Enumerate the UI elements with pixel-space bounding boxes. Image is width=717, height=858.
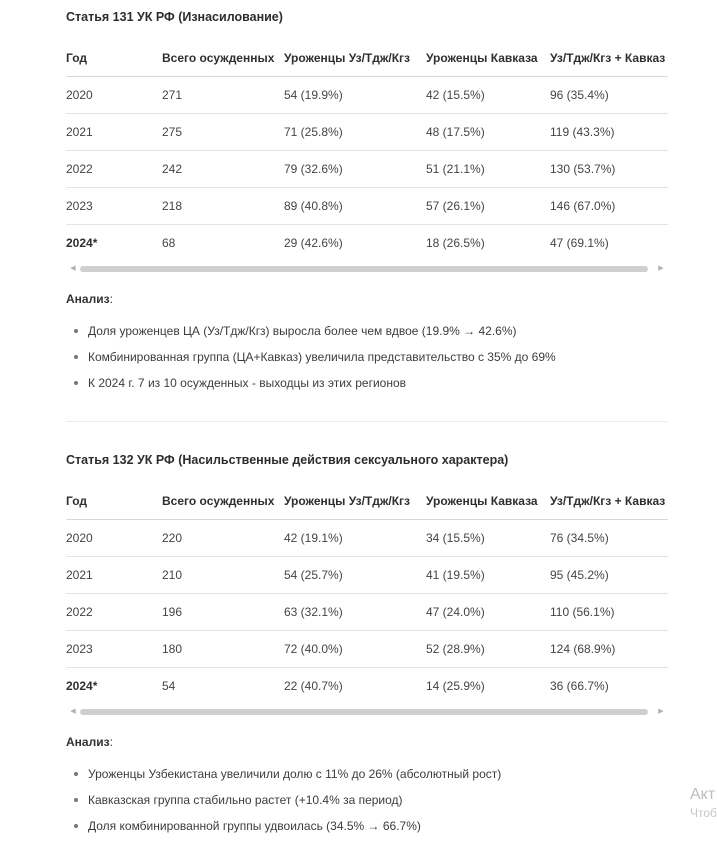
watermark-line-2: Чтоб xyxy=(690,806,717,820)
analysis-list xyxy=(66,318,556,396)
header-year: Год xyxy=(66,483,162,520)
list-item: Уроженцы Узбекистана увеличили долю с 11% до 26% (абсолютный рост) xyxy=(66,761,501,787)
cell-caucasus: 41 (19.5%) xyxy=(426,557,550,594)
cell-caucasus: 14 (25.9%) xyxy=(426,679,485,693)
cell-year: 2020 xyxy=(66,520,162,557)
cell-central-asia: 72 (40.0%) xyxy=(284,631,426,668)
cell-total: 271 xyxy=(162,77,284,114)
cell-total: 210 xyxy=(162,557,284,594)
cell-central-asia: 89 (40.8%) xyxy=(284,188,426,225)
cell-combined: 110 (56.1%) xyxy=(550,594,668,631)
cell-caucasus: 52 (28.9%) xyxy=(426,631,550,668)
table-row xyxy=(66,114,668,151)
table-row xyxy=(66,557,668,594)
header-central-asia: Уроженцы Уз/Тдж/Кгз xyxy=(284,483,426,520)
header-total: Всего осужденных xyxy=(162,40,284,77)
cell-combined: 146 (67.0%) xyxy=(550,188,668,225)
cell-year: 2024* xyxy=(66,236,98,250)
table-header-row xyxy=(66,483,668,520)
scrollbar-thumb[interactable] xyxy=(80,266,648,272)
cell-caucasus: 51 (21.1%) xyxy=(426,151,550,188)
cell-combined: 76 (34.5%) xyxy=(550,520,668,557)
scrollbar-thumb[interactable] xyxy=(80,709,648,715)
cell-central-asia: 54 (19.9%) xyxy=(284,77,426,114)
cell-total: 54 xyxy=(162,679,176,693)
cell-combined: 96 (35.4%) xyxy=(550,77,668,114)
table-row xyxy=(66,594,668,631)
table-row xyxy=(66,631,668,668)
cell-year: 2022 xyxy=(66,151,162,188)
cell-central-asia: 42 (19.1%) xyxy=(284,520,426,557)
header-combined: Уз/Тдж/Кгз + Кавказ xyxy=(550,40,668,77)
cell-year: 2021 xyxy=(66,557,162,594)
conviction-table xyxy=(66,40,668,261)
cell-caucasus: 42 (15.5%) xyxy=(426,77,550,114)
activation-watermark xyxy=(690,785,717,821)
cell-total: 220 xyxy=(162,520,284,557)
analysis-label: Анализ: xyxy=(66,735,113,749)
cell-combined: 130 (53.7%) xyxy=(550,151,668,188)
table-row xyxy=(66,225,668,262)
table-row xyxy=(66,77,668,114)
cell-caucasus: 47 (24.0%) xyxy=(426,594,550,631)
list-item: К 2024 г. 7 из 10 осужденных - выходцы из этих регионов xyxy=(66,370,556,396)
header-central-asia: Уроженцы Уз/Тдж/Кгз xyxy=(284,40,426,77)
watermark-line-1: Акт xyxy=(690,786,716,803)
table-row xyxy=(66,520,668,557)
cell-year: 2023 xyxy=(66,631,162,668)
cell-central-asia: 29 (42.6%) xyxy=(284,236,343,250)
cell-year: 2022 xyxy=(66,594,162,631)
cell-combined: 95 (45.2%) xyxy=(550,557,668,594)
scroll-right-arrow-icon[interactable]: ▶ xyxy=(658,708,664,715)
table-row xyxy=(66,668,668,705)
cell-combined: 119 (43.3%) xyxy=(550,114,668,151)
cell-caucasus: 48 (17.5%) xyxy=(426,114,550,151)
cell-combined: 124 (68.9%) xyxy=(550,631,668,668)
cell-total: 242 xyxy=(162,151,284,188)
section-title: Статья 131 УК РФ (Изнасилование) xyxy=(66,10,283,24)
horizontal-scrollbar[interactable] xyxy=(66,263,668,275)
header-total: Всего осужденных xyxy=(162,483,284,520)
cell-year: 2020 xyxy=(66,77,162,114)
cell-year: 2024* xyxy=(66,679,98,693)
list-item: Доля уроженцев ЦА (Уз/Тдж/Кгз) выросла более чем вдвое (19.9% → 42.6%) xyxy=(66,318,556,344)
scroll-left-arrow-icon[interactable]: ◀ xyxy=(70,265,76,272)
scroll-left-arrow-icon[interactable]: ◀ xyxy=(70,708,76,715)
cell-total: 68 xyxy=(162,236,176,250)
header-combined: Уз/Тдж/Кгз + Кавказ xyxy=(550,483,668,520)
horizontal-scrollbar[interactable] xyxy=(66,706,668,718)
cell-total: 180 xyxy=(162,631,284,668)
table-row xyxy=(66,188,668,225)
list-item: Доля комбинированной группы удвоилась (34.5% → 66.7%) xyxy=(66,813,501,839)
analysis-label: Анализ: xyxy=(66,292,113,306)
cell-combined: 47 (69.1%) xyxy=(550,236,609,250)
header-caucasus: Уроженцы Кавказа xyxy=(426,40,550,77)
analysis-list xyxy=(66,761,501,839)
cell-central-asia: 71 (25.8%) xyxy=(284,114,426,151)
cell-central-asia: 22 (40.7%) xyxy=(284,679,343,693)
cell-central-asia: 54 (25.7%) xyxy=(284,557,426,594)
header-caucasus: Уроженцы Кавказа xyxy=(426,483,550,520)
cell-central-asia: 79 (32.6%) xyxy=(284,151,426,188)
table-header-row xyxy=(66,40,668,77)
cell-central-asia: 63 (32.1%) xyxy=(284,594,426,631)
cell-total: 218 xyxy=(162,188,284,225)
table-row xyxy=(66,151,668,188)
section-title: Статья 132 УК РФ (Насильственные действия сексуального характера) xyxy=(66,453,509,467)
cell-year: 2023 xyxy=(66,188,162,225)
section-divider xyxy=(66,421,668,422)
cell-combined: 36 (66.7%) xyxy=(550,679,609,693)
cell-caucasus: 18 (26.5%) xyxy=(426,236,485,250)
scroll-right-arrow-icon[interactable]: ▶ xyxy=(658,265,664,272)
conviction-table xyxy=(66,483,668,704)
list-item: Комбинированная группа (ЦА+Кавказ) увеличила представительство с 35% до 69% xyxy=(66,344,556,370)
cell-year: 2021 xyxy=(66,114,162,151)
cell-total: 275 xyxy=(162,114,284,151)
cell-total: 196 xyxy=(162,594,284,631)
cell-caucasus: 57 (26.1%) xyxy=(426,188,550,225)
list-item: Кавказская группа стабильно растет (+10.4% за период) xyxy=(66,787,501,813)
cell-caucasus: 34 (15.5%) xyxy=(426,520,550,557)
header-year: Год xyxy=(66,40,162,77)
